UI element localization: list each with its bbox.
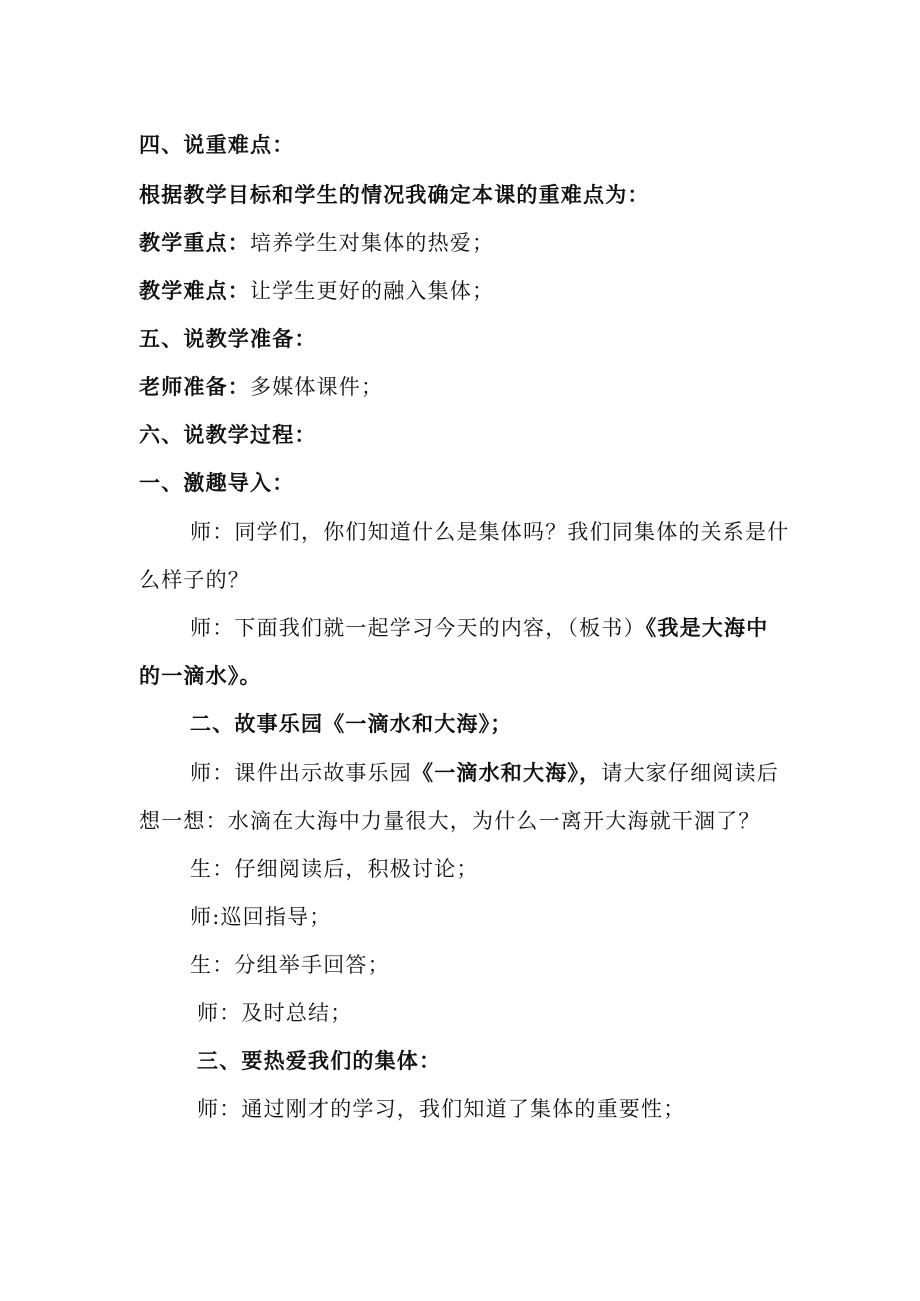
text: 生：分组举手回答； xyxy=(190,953,390,977)
paragraph-line xyxy=(190,854,479,884)
paragraph-line xyxy=(139,806,761,836)
value: 多媒体课件； xyxy=(250,375,384,399)
heading-text: 一、激趣导入： xyxy=(139,470,295,495)
subsection-heading-1 xyxy=(139,468,294,498)
paragraph-line xyxy=(197,1094,685,1124)
section-heading-6 xyxy=(139,420,317,450)
text: 师：课件出示故事乐园 xyxy=(190,761,412,785)
paragraph-line xyxy=(190,613,768,643)
paragraph-line xyxy=(190,950,390,980)
text: 请大家仔细阅读后 xyxy=(601,761,779,785)
value: 让学生更好的融入集体； xyxy=(250,279,495,303)
paragraph-line xyxy=(139,661,262,691)
paragraph-line xyxy=(190,758,779,788)
heading-text: 四、说重难点： xyxy=(139,132,295,157)
text: 师：同学们，你们知道什么是集体吗？我们同集体的关系是什 xyxy=(190,520,790,544)
label: 教学难点： xyxy=(139,278,250,303)
text: 师：及时总结； xyxy=(197,1001,353,1025)
value: 培养学生对集体的热爱； xyxy=(250,231,495,255)
paragraph-line xyxy=(197,998,352,1028)
text: 师：下面我们就一起学习今天的内容，（板书） xyxy=(190,616,646,640)
paragraph-line xyxy=(190,902,331,932)
subsection-heading-2 xyxy=(190,709,513,739)
paragraph-line xyxy=(190,517,789,547)
heading-text: 二、故事乐园《一滴水和大海》； xyxy=(190,711,513,736)
book-title: 《我是大海中 xyxy=(645,615,769,640)
story-title: 《一滴水和大海》， xyxy=(412,760,602,785)
text: 想一想：水滴在大海中力量很大，为什么一离开大海就干涸了？ xyxy=(139,809,761,833)
heading-text: 三、要热爱我们的集体： xyxy=(197,1048,442,1073)
paragraph-line xyxy=(139,565,250,595)
text: 师：通过刚才的学习，我们知道了集体的重要性； xyxy=(197,1097,686,1121)
label: 老师准备： xyxy=(139,374,250,399)
subsection-heading-3 xyxy=(197,1046,441,1076)
text: 生：仔细阅读后，积极讨论； xyxy=(190,857,479,881)
book-title: 的一滴水》。 xyxy=(139,663,262,688)
key-points-intro xyxy=(139,180,650,210)
teacher-preparation xyxy=(139,372,383,402)
section-heading-5 xyxy=(139,324,317,354)
label: 教学重点： xyxy=(139,230,250,255)
teaching-difficulty xyxy=(139,276,494,306)
teaching-focus xyxy=(139,228,494,258)
heading-text: 六、说教学过程： xyxy=(139,422,317,447)
heading-text: 五、说教学准备： xyxy=(139,326,317,351)
text: 师:巡回指导； xyxy=(190,905,332,929)
section-heading-4 xyxy=(139,130,294,160)
text: 么样子的？ xyxy=(139,568,250,592)
intro-text: 根据教学目标和学生的情况我确定本课的重难点为： xyxy=(139,182,650,207)
